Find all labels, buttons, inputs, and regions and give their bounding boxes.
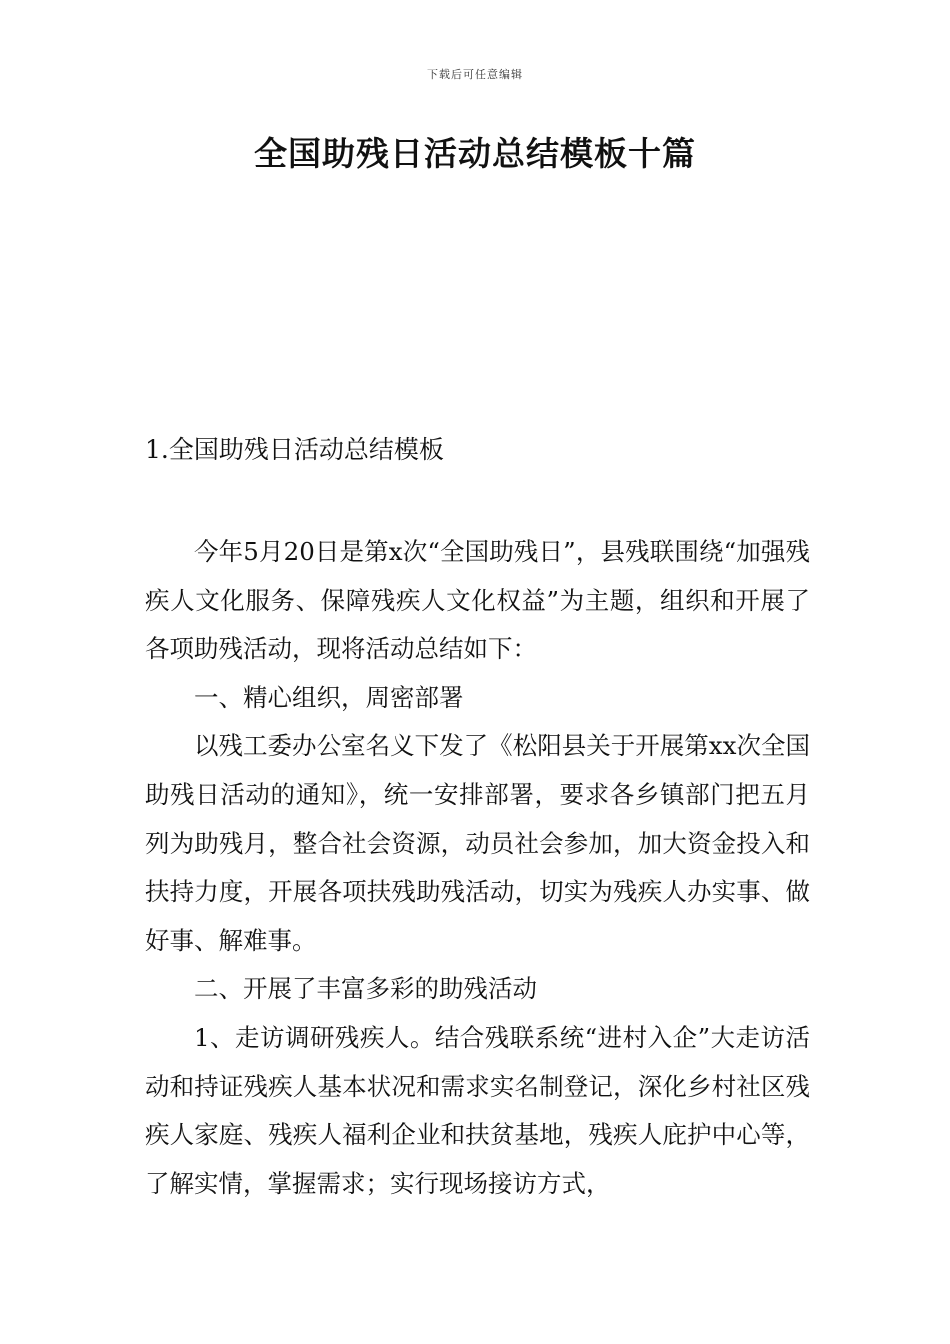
subheading-organize: 一、精心组织，周密部署	[194, 682, 464, 712]
document-body	[145, 528, 810, 1208]
subheading-activities: 二、开展了丰富多彩的助残活动	[194, 974, 537, 1004]
paragraph-notice: 以残工委办公室名义下发了《松阳县关于开展第xx次全国助残日活动的通知》，统一安排部署，要求各乡镇部门把五月列为助残月，整合社会资源，动员社会参加，加大资金投入和扶持力度，开展各项扶残助残活动，切实为残疾人办实事、做好事、解难事。	[145, 731, 810, 955]
paragraph-visit: 1、走访调研残疾人。结合残联系统“进村入企”大走访活动和持证残疾人基本状况和需求实名制登记，深化乡村社区残疾人家庭、残疾人福利企业和扶贫基地，残疾人庇护中心等，了解实情，掌握需求；实行现场接访方式，	[145, 1022, 810, 1198]
document-title: 全国助残日活动总结模板十篇	[254, 134, 696, 173]
intro-paragraph: 今年5月20日是第x次“全国助残日”，县残联围绕“加强残疾人文化服务、保障残疾人文化权益”为主题，组织和开展了各项助残活动，现将活动总结如下：	[145, 537, 810, 664]
section-heading: 1.全国助残日活动总结模板	[145, 435, 444, 464]
header-note: 下载后可任意编辑	[427, 68, 523, 81]
